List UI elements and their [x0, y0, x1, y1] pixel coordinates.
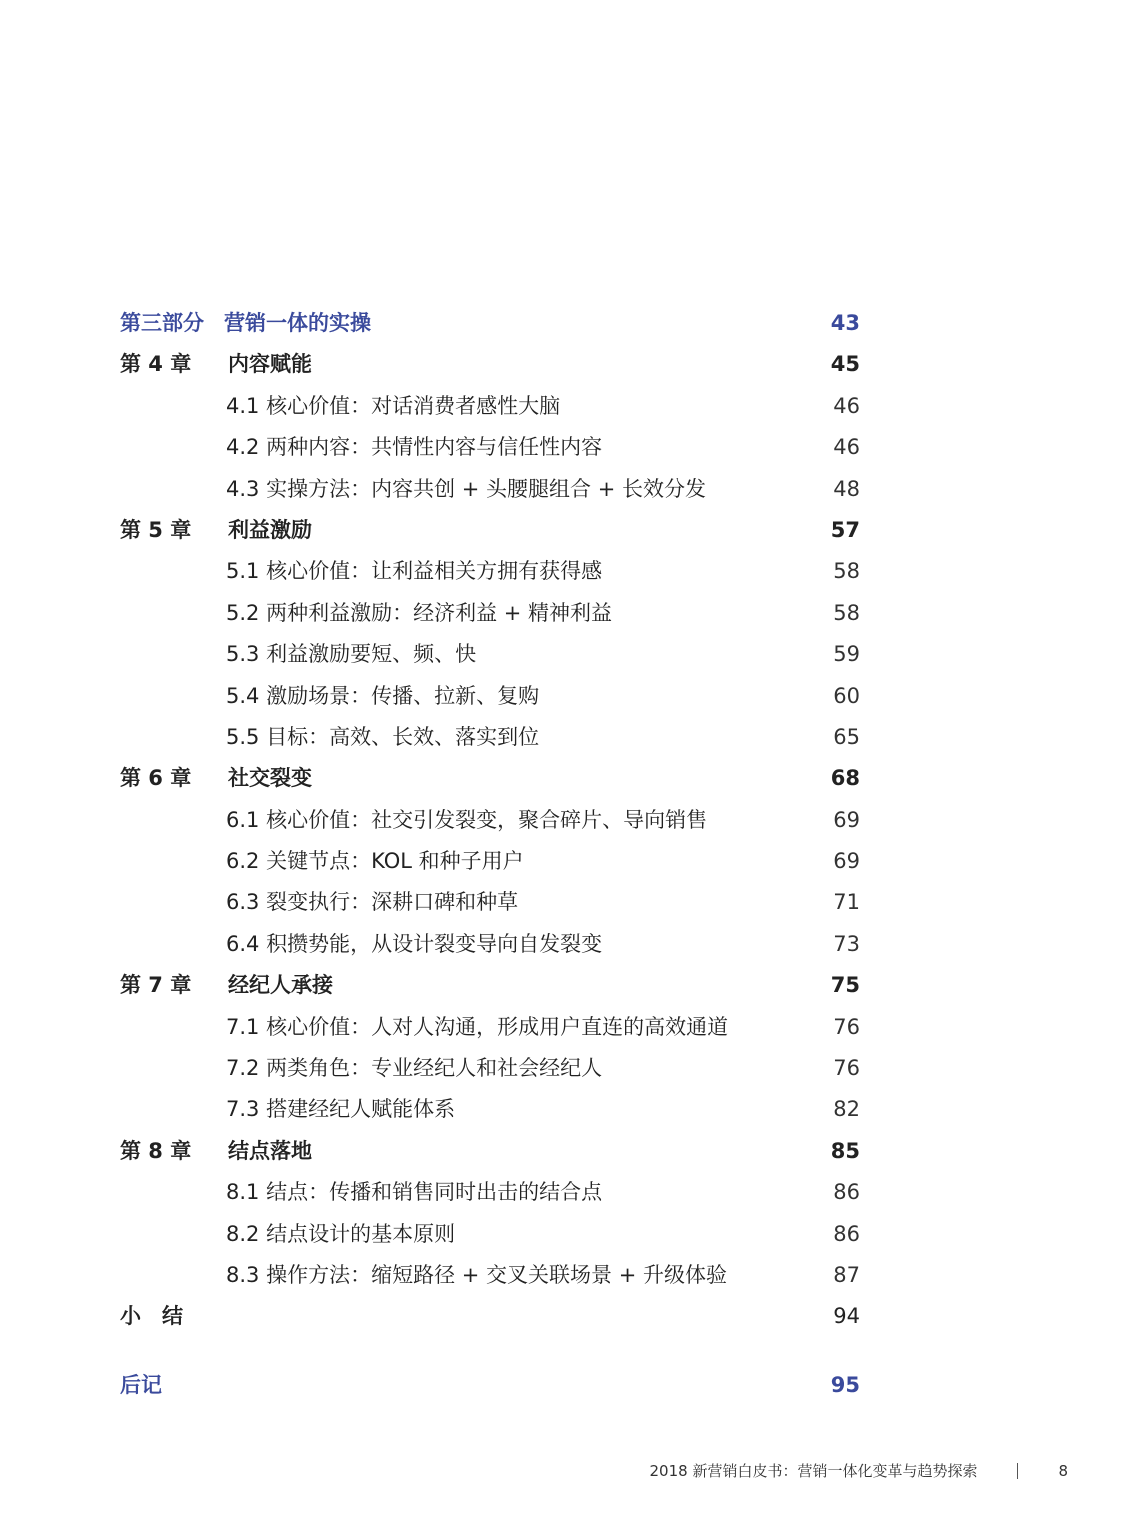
chapter-page: 75: [830, 973, 860, 998]
section-page: 86: [833, 1180, 860, 1205]
section-page: 65: [833, 724, 860, 749]
chapter-label: 第 4 章: [120, 352, 192, 377]
toc-chapter-row[interactable]: [120, 510, 860, 551]
chapter-page: 85: [830, 1138, 860, 1163]
toc-section-row[interactable]: [120, 551, 860, 592]
spacer: [120, 1338, 860, 1365]
chapter-title: 利益激励: [228, 517, 312, 542]
section-title: 5.2 两种利益激励：经济利益 + 精神利益: [226, 600, 613, 625]
part-title: 营销一体的实操: [224, 311, 371, 335]
section-page: 71: [833, 890, 860, 915]
toc-chapter-row[interactable]: [120, 344, 860, 385]
toc-section-row[interactable]: [120, 717, 860, 758]
chapter-page: 57: [830, 517, 860, 542]
section-page: 69: [833, 807, 860, 832]
section-page: 86: [833, 1221, 860, 1246]
section-page: 59: [833, 642, 860, 667]
toc-section-row[interactable]: [120, 1214, 860, 1255]
chapter-label: 第 7 章: [120, 973, 192, 998]
chapter-page: 45: [830, 352, 860, 377]
section-title: 8.1 结点：传播和销售同时出击的结合点: [226, 1180, 603, 1205]
summary-title: 小 结: [120, 1304, 183, 1329]
chapter-title: 内容赋能: [228, 352, 312, 377]
part-page: 43: [830, 311, 860, 335]
chapter-list: [120, 344, 860, 1296]
toc-chapter-row[interactable]: [120, 965, 860, 1006]
section-title: 6.2 关键节点：KOL 和种子用户: [226, 849, 524, 874]
chapter-label: 第 6 章: [120, 766, 192, 791]
section-title: 6.3 裂变执行：深耕口碑和种草: [226, 890, 519, 915]
section-title: 5.5 目标：高效、长效、落实到位: [226, 724, 540, 749]
section-page: 58: [833, 600, 860, 625]
table-of-contents: [120, 303, 860, 1406]
section-page: 87: [833, 1262, 860, 1287]
section-page: 76: [833, 1014, 860, 1039]
chapter-title: 结点落地: [228, 1138, 312, 1163]
toc-section-row[interactable]: [120, 924, 860, 965]
footer-divider: [1017, 1463, 1018, 1479]
section-title: 8.2 结点设计的基本原则: [226, 1221, 456, 1246]
section-title: 4.1 核心价值：对话消费者感性大脑: [226, 393, 561, 418]
chapter-title: 经纪人承接: [228, 973, 333, 998]
chapter-label: 第 5 章: [120, 517, 192, 542]
chapter-page: 68: [830, 766, 860, 791]
page-number: 8: [1058, 1461, 1068, 1480]
section-page: 46: [833, 435, 860, 460]
toc-section-row[interactable]: [120, 427, 860, 468]
afterword-page: 95: [830, 1372, 860, 1397]
part-label: 第三部分: [120, 311, 204, 335]
toc-section-row[interactable]: [120, 1255, 860, 1296]
toc-section-row[interactable]: [120, 634, 860, 675]
page-footer: [0, 1460, 1068, 1481]
section-page: 48: [833, 476, 860, 501]
chapter-title: 社交裂变: [228, 766, 312, 791]
toc-section-row[interactable]: [120, 1172, 860, 1213]
toc-section-row[interactable]: [120, 800, 860, 841]
section-page: 69: [833, 849, 860, 874]
chapter-label: 第 8 章: [120, 1138, 192, 1163]
section-title: 4.2 两种内容：共情性内容与信任性内容: [226, 435, 603, 460]
toc-summary-row[interactable]: [120, 1296, 860, 1337]
toc-chapter-row[interactable]: [120, 758, 860, 799]
toc-section-row[interactable]: [120, 841, 860, 882]
section-title: 4.3 实操方法：内容共创 + 头腰腿组合 + 长效分发: [226, 476, 706, 501]
toc-section-row[interactable]: [120, 593, 860, 634]
footer-title: 2018 新营销白皮书：营销一体化变革与趋势探索: [649, 1462, 978, 1480]
toc-section-row[interactable]: [120, 1089, 860, 1130]
section-page: 73: [833, 931, 860, 956]
summary-page: 94: [833, 1304, 860, 1329]
toc-section-row[interactable]: [120, 469, 860, 510]
section-page: 46: [833, 393, 860, 418]
section-title: 5.1 核心价值：让利益相关方拥有获得感: [226, 559, 603, 584]
section-title: 7.3 搭建经纪人赋能体系: [226, 1097, 456, 1122]
section-page: 58: [833, 559, 860, 584]
section-title: 7.2 两类角色：专业经纪人和社会经纪人: [226, 1056, 603, 1081]
toc-afterword-row[interactable]: [120, 1365, 860, 1406]
afterword-title: 后记: [120, 1372, 162, 1397]
toc-section-row[interactable]: [120, 882, 860, 923]
toc-chapter-row[interactable]: [120, 1131, 860, 1172]
section-title: 5.3 利益激励要短、频、快: [226, 642, 477, 667]
section-title: 6.1 核心价值：社交引发裂变，聚合碎片、导向销售: [226, 807, 708, 832]
toc-part-row[interactable]: [120, 303, 860, 344]
section-page: 82: [833, 1097, 860, 1122]
section-title: 5.4 激励场景：传播、拉新、复购: [226, 683, 540, 708]
toc-section-row[interactable]: [120, 1007, 860, 1048]
toc-section-row[interactable]: [120, 386, 860, 427]
toc-section-row[interactable]: [120, 1048, 860, 1089]
section-page: 76: [833, 1056, 860, 1081]
section-title: 7.1 核心价值：人对人沟通，形成用户直连的高效通道: [226, 1014, 729, 1039]
toc-section-row[interactable]: [120, 676, 860, 717]
section-title: 6.4 积攒势能，从设计裂变导向自发裂变: [226, 931, 603, 956]
section-title: 8.3 操作方法：缩短路径 + 交叉关联场景 + 升级体验: [226, 1262, 727, 1287]
section-page: 60: [833, 683, 860, 708]
